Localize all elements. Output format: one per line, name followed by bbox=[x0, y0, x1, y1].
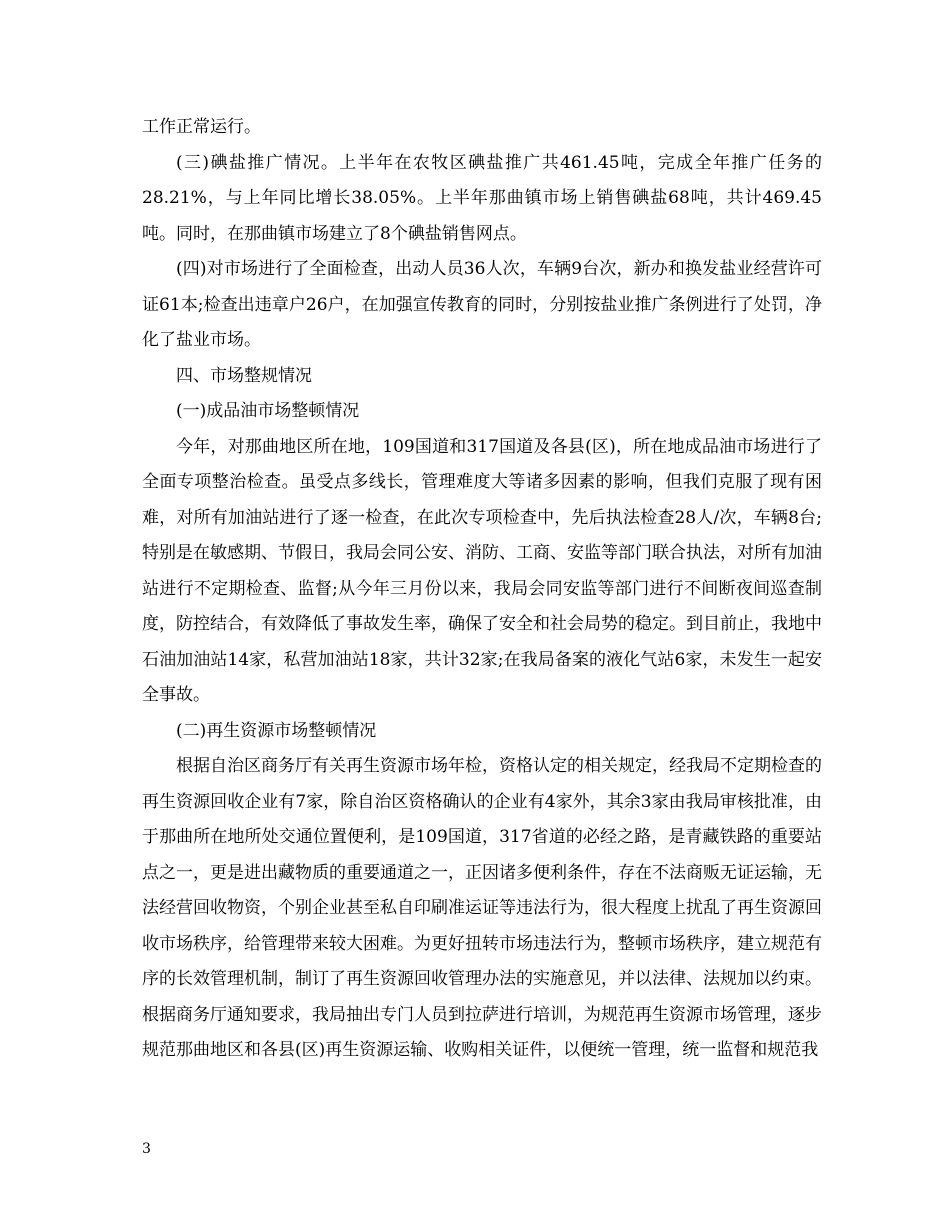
paragraph-recycling-market: 根据自治区商务厅有关再生资源市场年检，资格认定的相关规定，经我局不定期检查的再生资源回收企业有7家，除自治区资格确认的企业有4家外，其余3家由我局审核批准，由于那曲所在地所处交通位置便利，是109国道，317省道的必经之路，是青藏铁路的重要站点之一，更是进出藏物质的重要通道之一，正因诸多便利条件，存在不法商贩无证运输，无法经营回收物资，个别企业甚至私自印刷准运证等违法行为，很大程度上扰乱了再生资源回收市场秩序，给管理带来较大困难。为更好扭转市场违法行为，整顿市场秩序，建立规范有序的长效管理机制，制订了再生资源回收管理办法的实施意见，并以法律、法规加以约束。根据商务厅通知要求，我局抽出专门人员到拉萨进行培训，为规范再生资源市场管理，逐步规范那曲地区和各县(区)再生资源运输、收购相关证件，以便统一管理，统一监督和规范我 bbox=[142, 756, 822, 1060]
subheading-oil-market: (一)成品油市场整顿情况 bbox=[176, 401, 360, 421]
paragraph-iodized-salt: (三)碘盐推广情况。上半年在农牧区碘盐推广共461.45吨，完成全年推广任务的28.21%，与上年同比增长38.05%。上半年那曲镇市场上销售碘盐68吨，共计469.45吨。同时，在那曲镇市场建立了8个碘盐销售网点。 bbox=[142, 152, 822, 244]
section-heading-market-rectification: 四、市场整规情况 bbox=[176, 365, 312, 386]
subheading-recycling-market: (二)再生资源市场整顿情况 bbox=[176, 720, 377, 741]
paragraph-oil-market: 今年，对那曲地区所在地，109国道和317国道及各县(区)，所在地成品油市场进行了全面专项整治检查。虽受点多线长，管理难度大等诸多因素的影响，但我们克服了现有困难，对所有加油站进行了逐一检查，在此次专项检查中，先后执法检查28人/次，车辆8台;特别是在敏感期、节假日，我局会同公安、消防、工商、安监等部门联合执法，对所有加油站进行不定期检查、监督;从今年三月份以来，我局会同安监等部门进行不间断夜间巡查制度，防控结合，有效降低了事故发生率，确保了安全和社会局势的稳定。到目前止，我地中石油加油站14家，私营加油站18家，共计32家;在我局备案的液化气站6家，未发生一起安全事故。 bbox=[142, 436, 822, 705]
body-text bbox=[142, 110, 822, 1069]
page-number: 3 bbox=[142, 1141, 151, 1157]
paragraph-continuation: 工作正常运行。 bbox=[142, 117, 261, 137]
paragraph-market-inspection: (四)对市场进行了全面检查，出动人员36人次，车辆9台次，新办和换发盐业经营许可证61本;检查出违章户26户，在加强宣传教育的同时，分别按盐业推广条例进行了处罚，净化了盐业市场。 bbox=[142, 259, 822, 350]
